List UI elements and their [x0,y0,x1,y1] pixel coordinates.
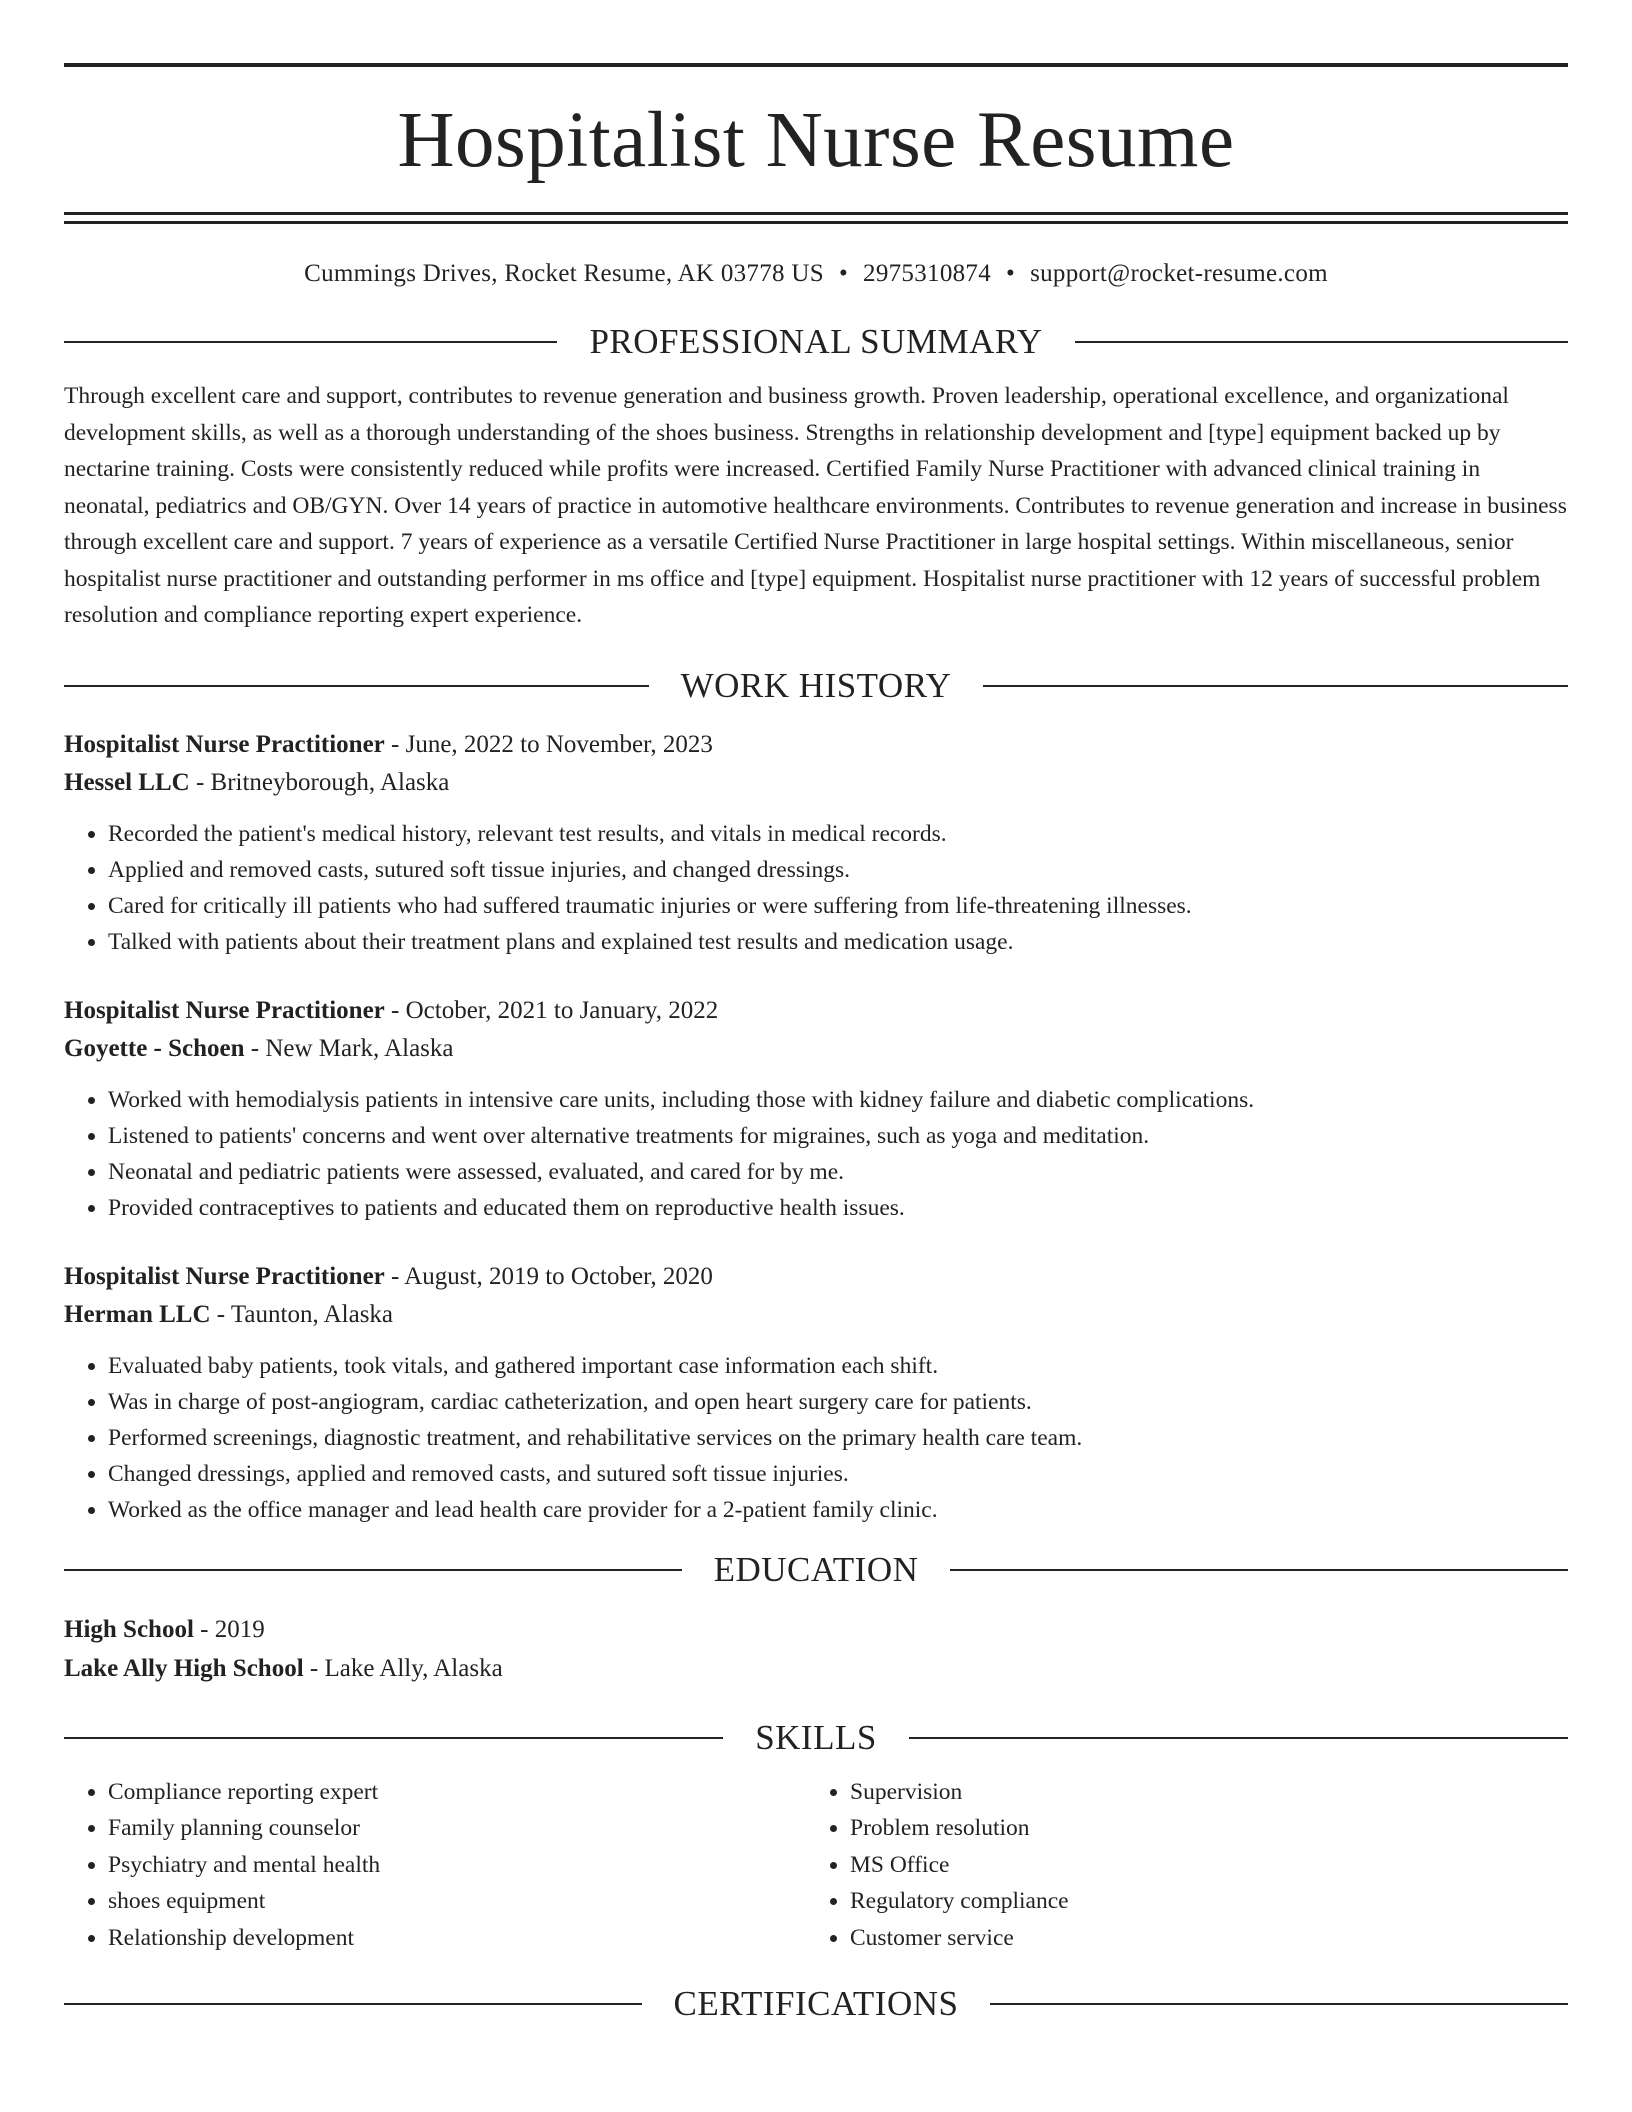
job-title-line [64,1258,1568,1296]
heading-rule [64,341,557,343]
education-degree: High School [64,1615,194,1643]
list-item: • Changed dressings, applied and removed casts, and sutured soft tissue injuries. [108,1456,1568,1492]
section-heading-work [64,666,1568,706]
heading-rule [64,2003,642,2005]
list-item: • Worked with hemodialysis patients in intensive care units, including those with kidney failure and diabetic complications. [108,1082,1568,1118]
job-bullets [64,1082,1568,1226]
section-heading-certifications [64,1984,1568,2024]
job-dates: - August, 2019 to October, 2020 [384,1262,713,1290]
education-year: - 2019 [193,1615,265,1643]
skills-right-column [806,1774,1548,1957]
heading-label: SKILLS [755,1717,877,1757]
list-item: • Recorded the patient's medical history, relevant test results, and vitals in medical records. [108,816,1568,852]
list-item: • Customer service [850,1920,1548,1957]
job-location: - Britneyborough, Alaska [189,768,450,796]
summary-paragraph: Through excellent care and support, contributes to revenue generation and business growth. Proven leadership, operational excellence, and organizational development skills, as well as a thorough understanding of the shoes business. Strengths in relationship development and [type] equipment backed up by nectarine training. Costs were consistently reduced while profits were increased. Certified Family Nurse Practitioner with advanced clinical training in neonatal, pediatrics and OB/GYN. Over 14 years of practice in automotive healthcare environments. Contributes to revenue generation and increase in business through excellent care and support. 7 years of experience as a versatile Certified Nurse Practitioner in large hospital settings. Within miscellaneous, senior hospitalist nurse practitioner and outstanding performer in ms office and [type] equipment. Hospitalist nurse practitioner with 12 years of successful problem resolution and compliance reporting expert experience. [64,383,1567,628]
job-bullets [64,1348,1568,1528]
list-item: • Worked as the office manager and lead health care provider for a 2-patient family clinic. [108,1492,1568,1528]
list-item: • Problem resolution [850,1810,1548,1847]
job-company-line [64,1296,1568,1334]
skills-columns [64,1774,1568,1957]
contact-separator: • [1006,260,1016,287]
list-item: • Talked with patients about their treatment plans and explained test results and medication usage. [108,924,1568,960]
section-heading-summary [64,322,1568,362]
heading-rule [1075,341,1568,343]
job-company: Herman LLC [64,1300,211,1328]
contact-address: Cummings Drives, Rocket Resume, AK 03778 US [304,260,824,287]
list-item: • Family planning counselor [108,1810,806,1847]
job-company: Hessel LLC [64,768,190,796]
job-title: Hospitalist Nurse Practitioner [64,996,385,1024]
list-item: • Regulatory compliance [850,1883,1548,1920]
job-location: - New Mark, Alaska [244,1034,454,1062]
list-item: • Relationship development [108,1920,806,1957]
list-item: • Compliance reporting expert [108,1774,806,1811]
resume-page [64,0,1568,2024]
contact-email: support@rocket-resume.com [1030,260,1328,287]
heading-rule [909,1737,1568,1739]
heading-label: CERTIFICATIONS [673,1984,959,2023]
heading-rule [950,1569,1568,1571]
job-bullets [64,816,1568,960]
section-heading-skills [64,1718,1568,1758]
skills-left-column [64,1774,806,1957]
heading-label: WORK HISTORY [680,665,952,705]
job-title: Hospitalist Nurse Practitioner [64,730,385,758]
contact-separator: • [838,260,849,287]
section-heading-education [64,1550,1568,1590]
heading-label: PROFESSIONAL SUMMARY [589,322,1043,361]
heading-label: EDUCATION [713,1549,919,1589]
heading-rule [990,2003,1568,2005]
contact-phone: 2975310874 [863,260,992,287]
job-dates: - October, 2021 to January, 2022 [384,996,719,1024]
heading-rule [64,1737,723,1739]
job-entry [64,992,1568,1226]
job-title: Hospitalist Nurse Practitioner [64,1262,385,1290]
education-degree-line [64,1610,1568,1649]
job-company-line [64,764,1568,802]
education-school-line [64,1649,1568,1688]
list-item: • Supervision [850,1774,1548,1811]
list-item: • MS Office [850,1847,1548,1884]
list-item: • Psychiatry and mental health [108,1847,806,1884]
list-item: • Neonatal and pediatric patients were assessed, evaluated, and cared for by me. [108,1154,1568,1190]
education-location: - Lake Ally, Alaska [303,1654,503,1682]
list-item: • Was in charge of post-angiogram, cardiac catheterization, and open heart surgery care for patients. [108,1384,1568,1420]
list-item: • Applied and removed casts, sutured soft tissue injuries, and changed dressings. [108,852,1568,888]
page-title: Hospitalist Nurse Resume [397,97,1235,184]
job-entry [64,1258,1568,1528]
job-company-line [64,1030,1568,1068]
top-rule [64,63,1568,67]
list-item: • Evaluated baby patients, took vitals, and gathered important case information each shift. [108,1348,1568,1384]
title-double-rule [64,212,1568,224]
list-item: • shoes equipment [108,1883,806,1920]
list-item: • Performed screenings, diagnostic treatment, and rehabilitative services on the primary health care team. [108,1420,1568,1456]
list-item: • Provided contraceptives to patients and educated them on reproductive health issues. [108,1190,1568,1226]
job-company: Goyette - Schoen [64,1034,245,1062]
heading-rule [64,685,649,687]
job-dates: - June, 2022 to November, 2023 [384,730,713,758]
job-location: - Taunton, Alaska [210,1300,394,1328]
job-title-line [64,726,1568,764]
heading-rule [64,1569,682,1571]
job-entry [64,726,1568,960]
education-entry [64,1610,1568,1688]
list-item: • Listened to patients' concerns and went over alternative treatments for migraines, such as yoga and meditation. [108,1118,1568,1154]
list-item: • Cared for critically ill patients who had suffered traumatic injuries or were suffering from life-threatening illnesses. [108,888,1568,924]
heading-rule [983,685,1568,687]
contact-line [64,260,1568,288]
job-title-line [64,992,1568,1030]
education-school: Lake Ally High School [64,1654,304,1682]
